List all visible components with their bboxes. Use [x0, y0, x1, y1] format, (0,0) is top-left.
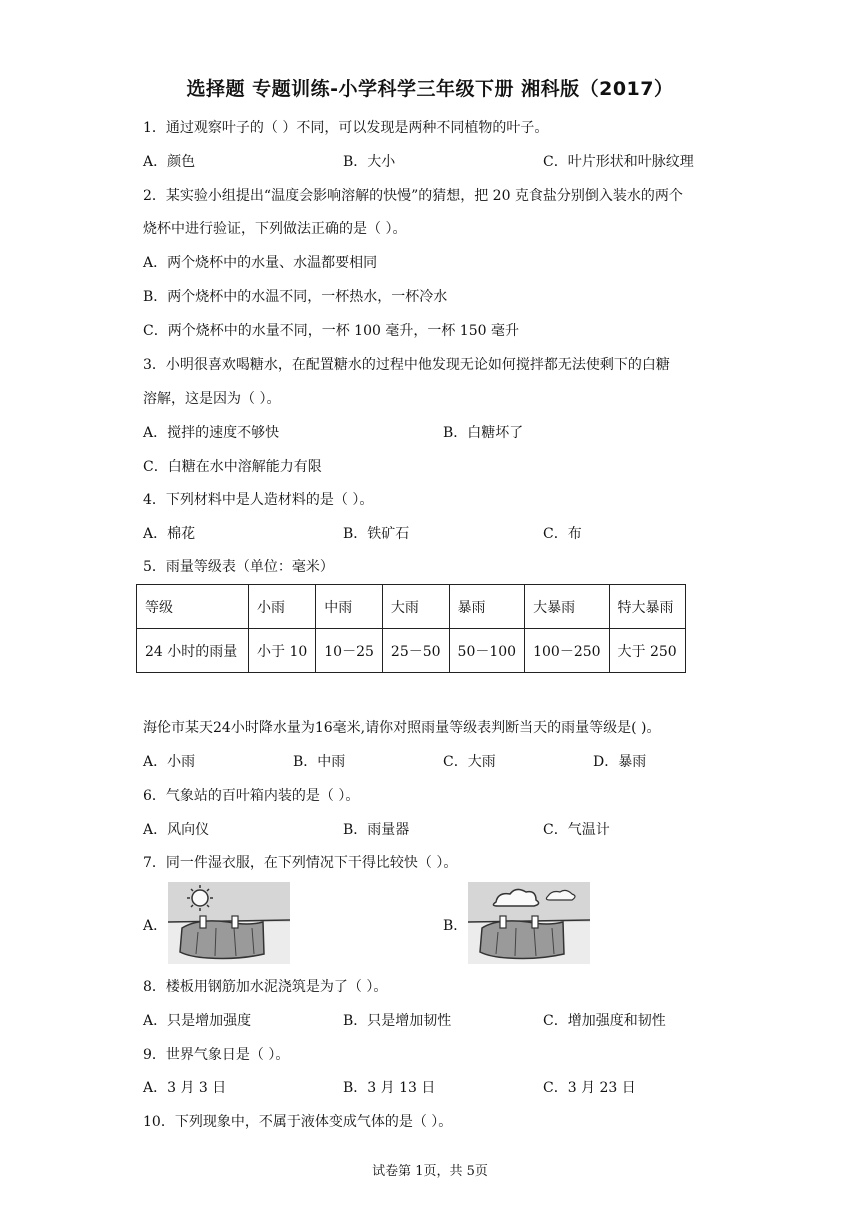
question-7-stem: 7．同一件湿衣服，在下列情况下干得比较快（ ）。	[143, 855, 458, 871]
q5-option-b[interactable]: B．中雨	[293, 754, 346, 770]
table-cell: 24 小时的雨量	[137, 629, 249, 673]
q6-option-b[interactable]: B．雨量器	[343, 822, 410, 838]
q9-option-a[interactable]: A．3 月 3 日	[143, 1080, 227, 1096]
question-8-stem: 8．楼板用钢筋加水泥浇筑是为了（ ）。	[143, 979, 388, 995]
q1-option-b[interactable]: B．大小	[343, 154, 396, 170]
question-10-stem: 10．下列现象中，不属于液体变成气体的是（ ）。	[143, 1114, 453, 1130]
table-cell: 中雨	[316, 585, 383, 629]
question-9-stem: 9．世界气象日是（ ）。	[143, 1047, 290, 1063]
page-footer: 试卷第 1页，共 5页	[372, 1164, 488, 1179]
table-cell: 大暴雨	[525, 585, 609, 629]
q2-option-c[interactable]: C．两个烧杯中的水量不同，一杯 100 毫升，一杯 150 毫升	[143, 323, 519, 339]
page-title: 选择题 专题训练-小学科学三年级下册 湘科版（2017）	[186, 78, 674, 100]
q5-option-c[interactable]: C．大雨	[443, 754, 496, 770]
table-cell: 特大暴雨	[609, 585, 685, 629]
question-3-stem-line1: 3．小明很喜欢喝糖水，在配置糖水的过程中他发现无论如何搅拌都无法使剩下的白糖	[143, 357, 670, 373]
question-5-stem: 5．雨量等级表（单位：毫米）	[143, 559, 334, 575]
question-1-stem: 1．通过观察叶子的（ ）不同，可以发现是两种不同植物的叶子。	[143, 120, 549, 136]
table-cell: 等级	[137, 585, 249, 629]
q9-option-b[interactable]: B．3 月 13 日	[343, 1080, 436, 1096]
table-cell: 25－50	[382, 629, 449, 673]
table-cell: 大于 250	[609, 629, 685, 673]
table-cell: 小于 10	[249, 629, 316, 673]
q1-option-c[interactable]: C．叶片形状和叶脉纹理	[543, 154, 694, 170]
q4-option-b[interactable]: B．铁矿石	[343, 526, 410, 542]
table-cell: 小雨	[249, 585, 316, 629]
table-cell: 暴雨	[449, 585, 525, 629]
question-6-stem: 6．气象站的百叶箱内装的是（ ）。	[143, 788, 360, 804]
q4-option-c[interactable]: C．布	[543, 526, 582, 542]
question-2-stem-line2: 烧杯中进行验证，下列做法正确的是（ ）。	[143, 221, 407, 237]
q3-option-c[interactable]: C．白糖在水中溶解能力有限	[143, 459, 322, 475]
q3-option-b[interactable]: B．白糖坏了	[443, 425, 524, 441]
question-4-stem: 4．下列材料中是人造材料的是（ ）。	[143, 492, 374, 508]
cloudy-clothesline-icon[interactable]	[468, 882, 590, 964]
rainfall-table	[136, 584, 686, 673]
q5-option-a[interactable]: A．小雨	[143, 754, 196, 770]
q6-option-c[interactable]: C．气温计	[543, 822, 610, 838]
q7-option-a[interactable]: A．	[143, 918, 168, 934]
q7-option-b[interactable]: B．	[443, 918, 468, 934]
table-cell: 50－100	[449, 629, 525, 673]
q4-option-a[interactable]: A．棉花	[143, 526, 196, 542]
q1-option-a[interactable]: A．颜色	[143, 154, 196, 170]
sunny-clothesline-icon[interactable]	[168, 882, 290, 964]
q9-option-c[interactable]: C．3 月 23 日	[543, 1080, 636, 1096]
q8-option-a[interactable]: A．只是增加强度	[143, 1013, 252, 1029]
table-row	[137, 629, 686, 673]
q3-option-a[interactable]: A．搅拌的速度不够快	[143, 425, 280, 441]
table-cell: 大雨	[382, 585, 449, 629]
q5-option-d[interactable]: D．暴雨	[593, 754, 647, 770]
question-3-stem-line2: 溶解，这是因为（ ）。	[143, 391, 281, 407]
q2-option-b[interactable]: B．两个烧杯中的水温不同，一杯热水，一杯冷水	[143, 289, 448, 305]
table-cell: 10－25	[316, 629, 383, 673]
table-header-row	[137, 585, 686, 629]
q8-option-b[interactable]: B．只是增加韧性	[343, 1013, 452, 1029]
question-5-follow: 海伦市某天24小时降水量为16毫米,请你对照雨量等级表判断当天的雨量等级是( )。	[143, 720, 661, 736]
table-cell: 100－250	[525, 629, 609, 673]
q2-option-a[interactable]: A．两个烧杯中的水量、水温都要相同	[143, 255, 378, 271]
q8-option-c[interactable]: C．增加强度和韧性	[543, 1013, 666, 1029]
q6-option-a[interactable]: A．风向仪	[143, 822, 210, 838]
question-2-stem-line1: 2．某实验小组提出“温度会影响溶解的快慢”的猜想，把 20 克食盐分别倒入装水的两个	[143, 188, 683, 204]
